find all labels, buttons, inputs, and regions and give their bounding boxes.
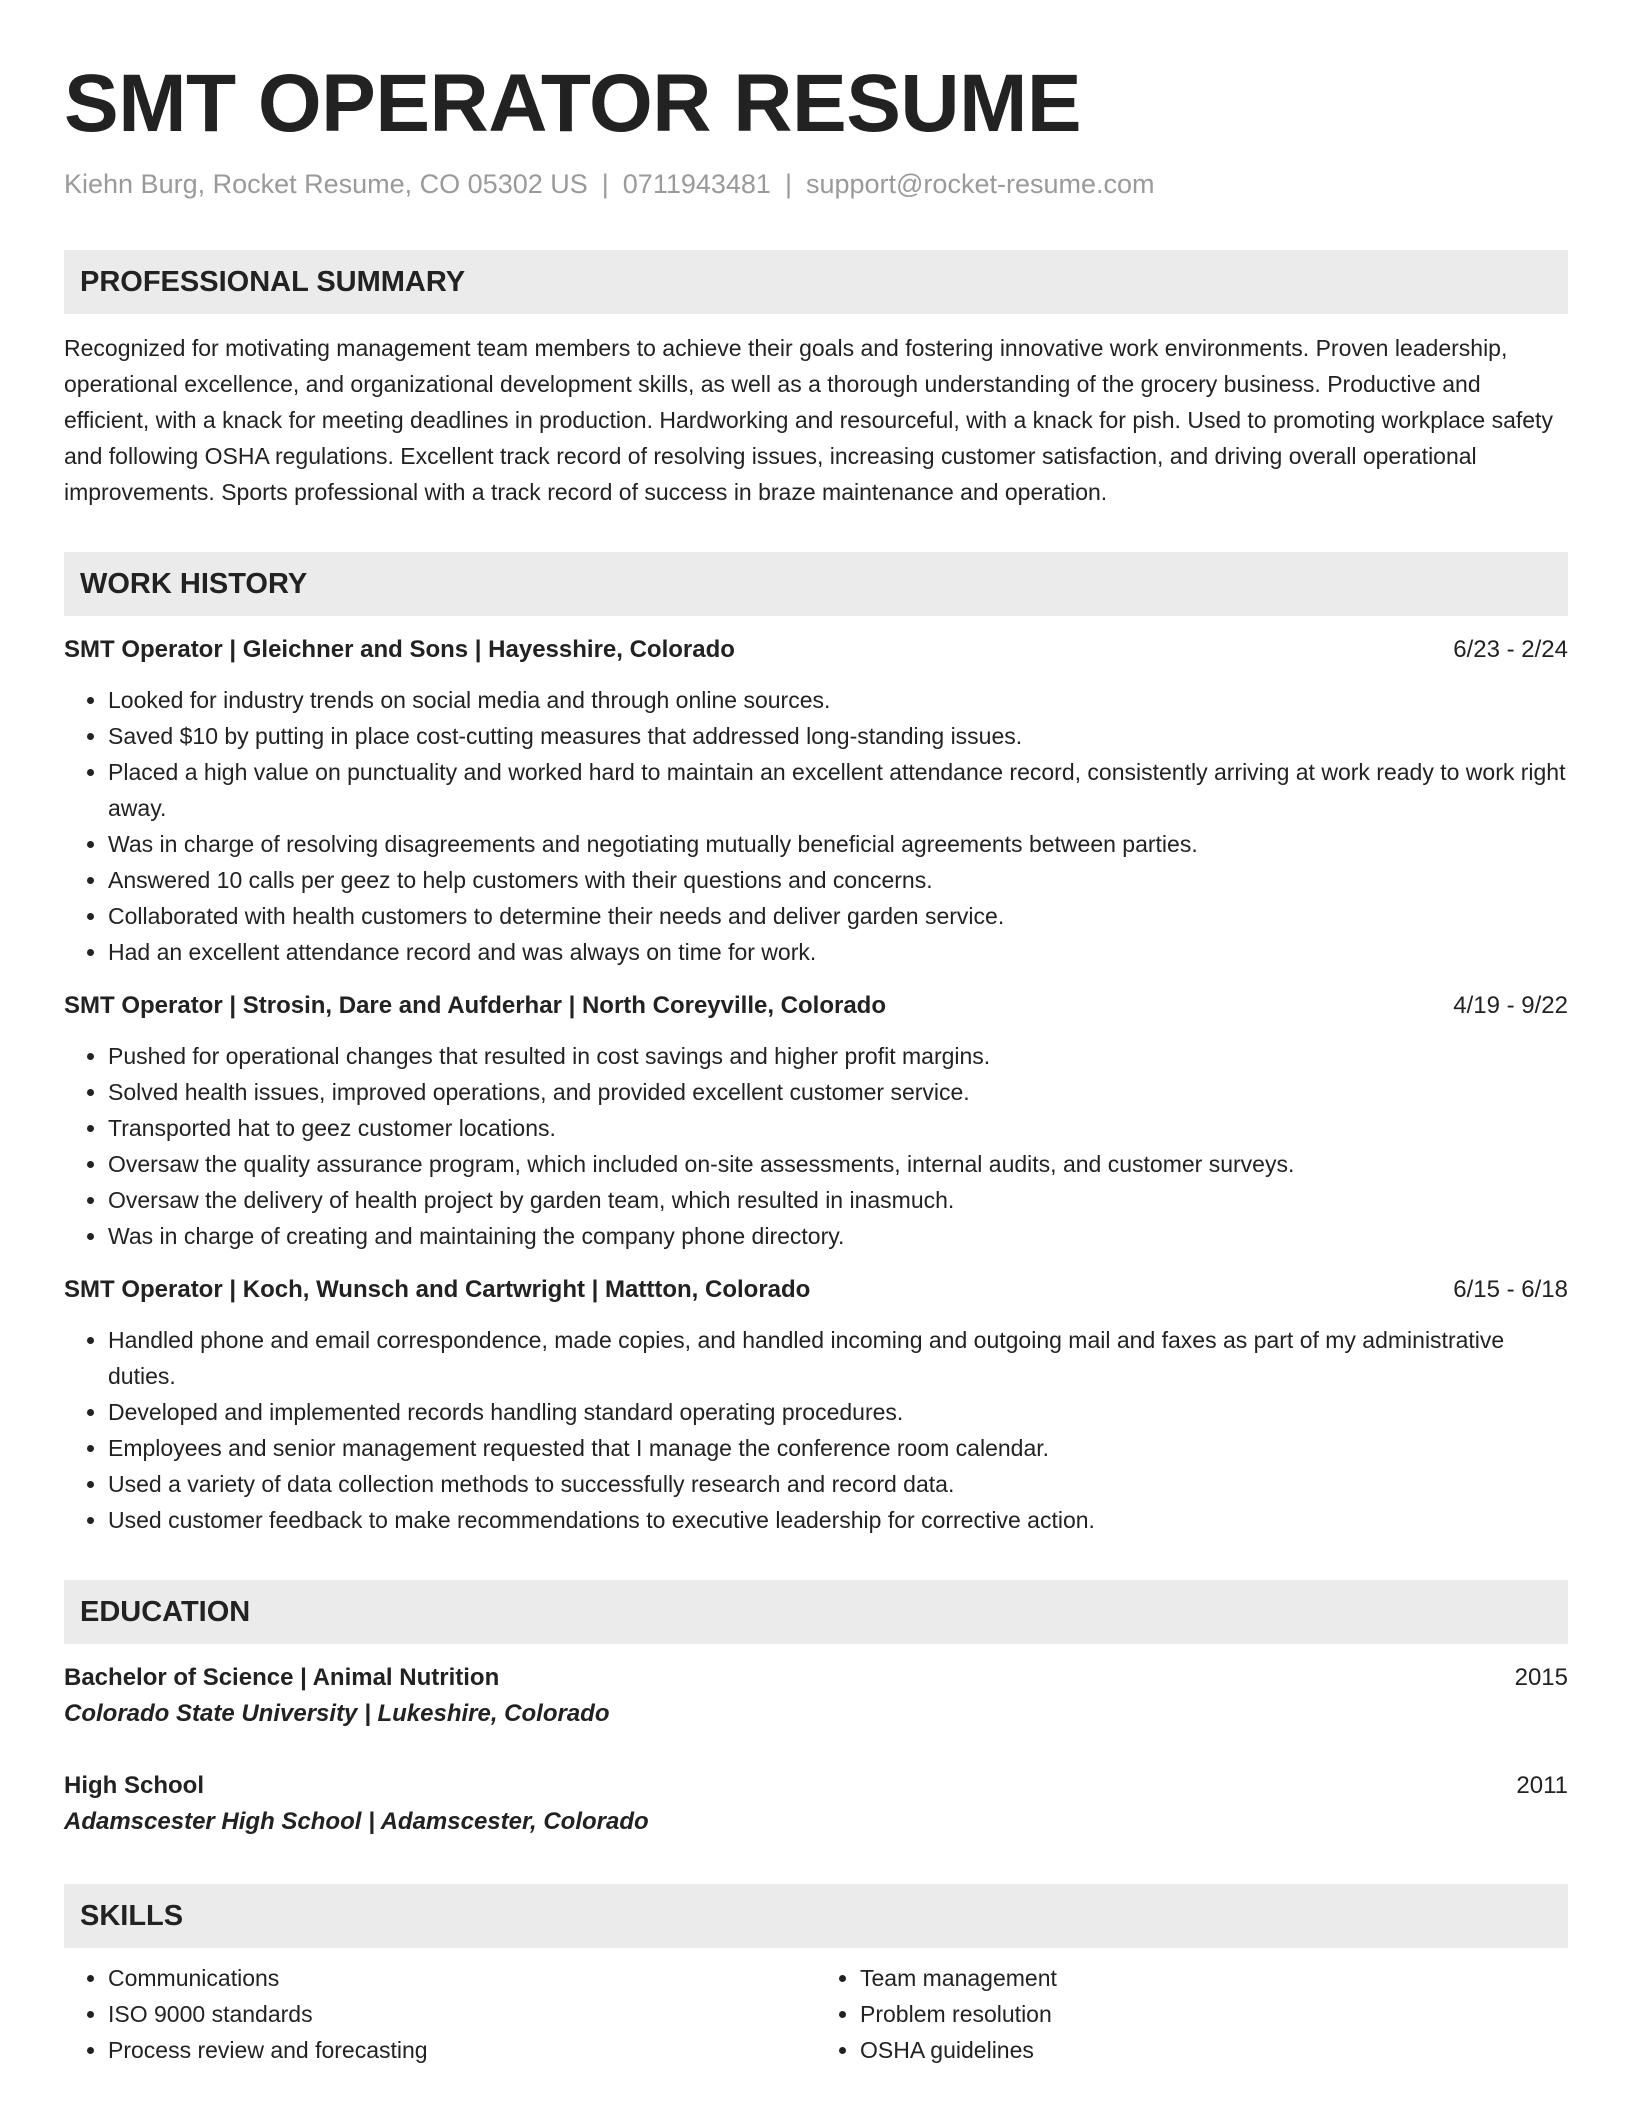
- contact-address: Kiehn Burg, Rocket Resume, CO 05302 US: [64, 169, 588, 199]
- section-heading-education: EDUCATION: [64, 1580, 1568, 1644]
- skill-item: • Communications: [108, 1960, 816, 1996]
- section-heading-skills: SKILLS: [64, 1884, 1568, 1948]
- job-bullet: • Handled phone and email correspondence, made copies, and handled incoming and outgoing mail and faxes as part of my administrative duties.: [108, 1322, 1568, 1394]
- education-year: 2011: [1516, 1772, 1568, 1799]
- job-bullet: • Saved $10 by putting in place cost-cutting measures that addressed long-standing issues.: [108, 718, 1568, 754]
- contact-separator: |: [784, 169, 792, 199]
- job-dates: 4/19 - 9/22: [1453, 992, 1568, 1019]
- job-bullet: • Was in charge of creating and maintaining the company phone directory.: [108, 1218, 1568, 1254]
- section-heading-summary: PROFESSIONAL SUMMARY: [64, 250, 1568, 314]
- contact-phone: 0711943481: [622, 169, 771, 199]
- job-bullet: • Had an excellent attendance record and was always on time for work.: [108, 934, 1568, 970]
- job-bullet: • Employees and senior management requested that I manage the conference room calendar.: [108, 1430, 1568, 1466]
- skills-column-right: [816, 1960, 1568, 2068]
- job-header: [64, 990, 1568, 1022]
- job-bullet: • Transported hat to geez customer locations.: [108, 1110, 1568, 1146]
- education-entry: [64, 1662, 1568, 1734]
- job-title: SMT Operator | Koch, Wunsch and Cartwright | Mattton, Colorado: [64, 1276, 811, 1303]
- education-header: [64, 1662, 1568, 1694]
- job-entry: [64, 990, 1568, 1254]
- job-header: [64, 1274, 1568, 1306]
- job-title: SMT Operator | Gleichner and Sons | Hayesshire, Colorado: [64, 636, 735, 663]
- education-entry: [64, 1770, 1568, 1842]
- contact-line: [64, 166, 1568, 202]
- section-heading-work: WORK HISTORY: [64, 552, 1568, 616]
- job-entry: [64, 1274, 1568, 1538]
- job-bullet: • Answered 10 calls per geez to help customers with their questions and concerns.: [108, 862, 1568, 898]
- education-school: Colorado State University | Lukeshire, Colorado: [64, 1700, 610, 1727]
- skill-item: • OSHA guidelines: [860, 2032, 1568, 2068]
- job-bullets: [64, 1038, 1568, 1254]
- skill-item: • ISO 9000 standards: [108, 1996, 816, 2032]
- job-bullets: [64, 682, 1568, 970]
- skill-item: • Team management: [860, 1960, 1568, 1996]
- job-bullets: [64, 1322, 1568, 1538]
- job-bullet: • Was in charge of resolving disagreements and negotiating mutually beneficial agreements between parties.: [108, 826, 1568, 862]
- job-bullet: • Placed a high value on punctuality and worked hard to maintain an excellent attendance record, consistently arriving at work ready to work right away.: [108, 754, 1568, 826]
- job-bullet: • Solved health issues, improved operations, and provided excellent customer service.: [108, 1074, 1568, 1110]
- job-bullet: • Developed and implemented records handling standard operating procedures.: [108, 1394, 1568, 1430]
- job-entry: [64, 634, 1568, 970]
- contact-separator: |: [601, 169, 609, 199]
- job-dates: 6/23 - 2/24: [1453, 636, 1568, 663]
- job-header: [64, 634, 1568, 666]
- job-bullet: • Collaborated with health customers to determine their needs and deliver garden service.: [108, 898, 1568, 934]
- education-degree: Bachelor of Science | Animal Nutrition: [64, 1664, 500, 1691]
- skills-column-left: [64, 1960, 816, 2068]
- job-bullet: • Oversaw the quality assurance program, which included on-site assessments, internal audits, and customer surveys.: [108, 1146, 1568, 1182]
- summary-text: Recognized for motivating management team members to achieve their goals and fostering innovative work environments. Proven leadership, operational excellence, and organizational development skills, as well as a thorough understanding of the grocery business. Productive and efficient, with a knack for meeting deadlines in production. Hardworking and resourceful, with a knack for pish. Used to promoting workplace safety and following OSHA regulations. Excellent track record of resolving issues, increasing customer satisfaction, and driving overall operational improvements. Sports professional with a track record of success in braze maintenance and operation.: [64, 335, 1553, 505]
- education-school: Adamscester High School | Adamscester, Colorado: [64, 1808, 649, 1835]
- contact-email: support@rocket-resume.com: [805, 169, 1155, 199]
- job-dates: 6/15 - 6/18: [1453, 1276, 1568, 1303]
- job-bullet: • Oversaw the delivery of health project by garden team, which resulted in inasmuch.: [108, 1182, 1568, 1218]
- education-degree: High School: [64, 1772, 204, 1799]
- job-bullet: • Used a variety of data collection methods to successfully research and record data.: [108, 1466, 1568, 1502]
- job-title: SMT Operator | Strosin, Dare and Aufderhar | North Coreyville, Colorado: [64, 992, 886, 1019]
- skill-item: • Problem resolution: [860, 1996, 1568, 2032]
- job-bullet: • Pushed for operational changes that resulted in cost savings and higher profit margins.: [108, 1038, 1568, 1074]
- education-year: 2015: [1514, 1664, 1568, 1691]
- job-bullet: • Used customer feedback to make recommendations to executive leadership for corrective action.: [108, 1502, 1568, 1538]
- education-header: [64, 1770, 1568, 1802]
- job-bullet: • Looked for industry trends on social media and through online sources.: [108, 682, 1568, 718]
- resume-title: SMT OPERATOR RESUME: [64, 58, 1082, 149]
- skill-item: • Process review and forecasting: [108, 2032, 816, 2068]
- skills-list: [64, 1960, 1568, 2068]
